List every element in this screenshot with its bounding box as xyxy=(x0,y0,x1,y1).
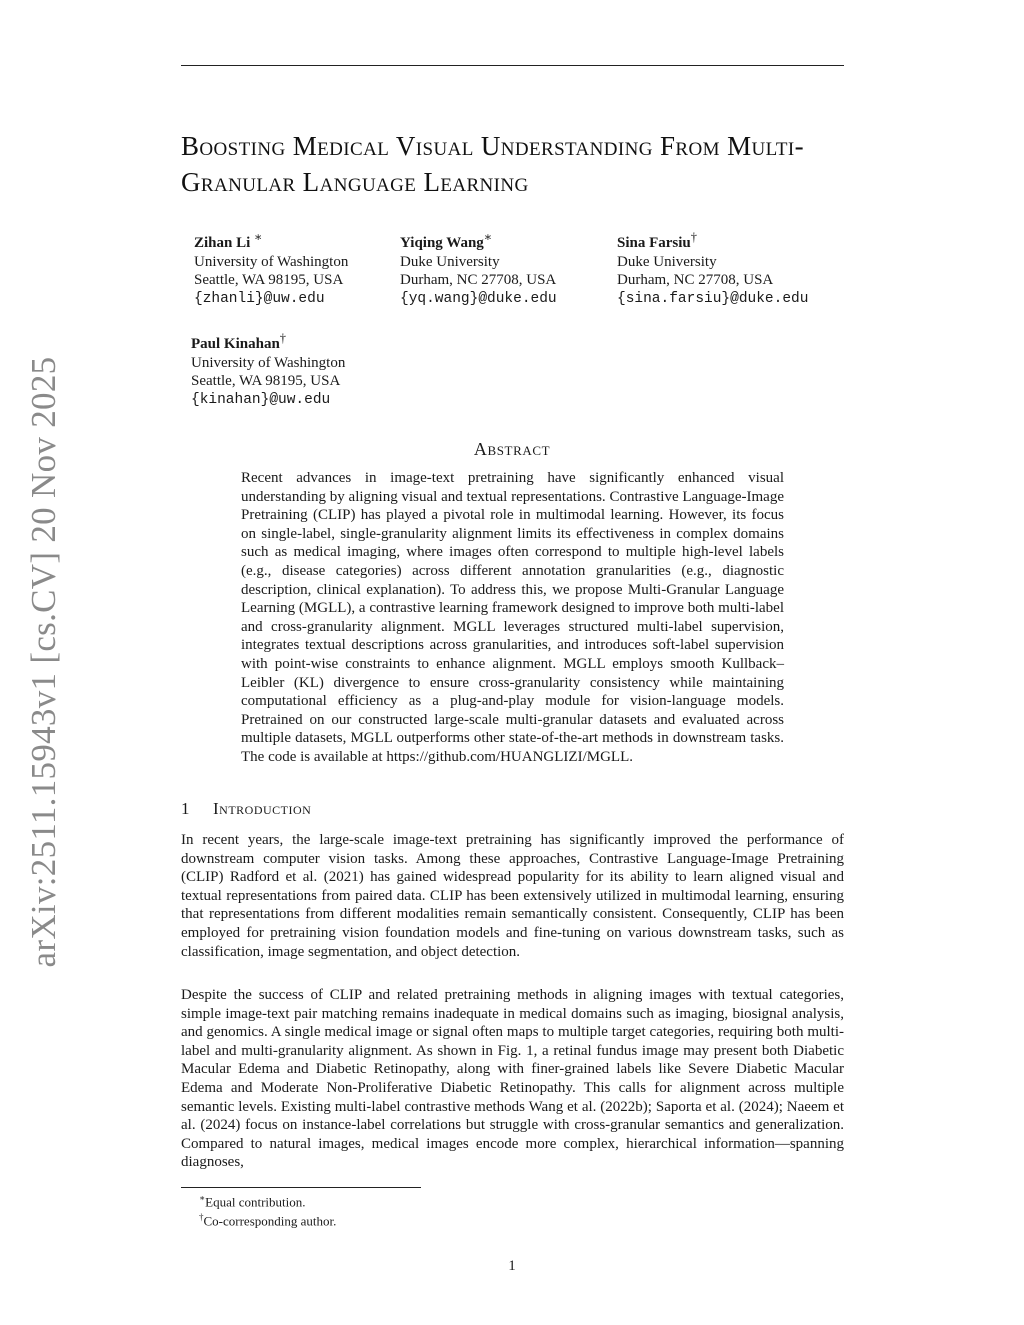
author-email: {zhanli}@uw.edu xyxy=(194,290,325,307)
author-name: Zihan Li xyxy=(194,235,251,251)
author-name: Paul Kinahan xyxy=(191,336,280,352)
author-affiliation: Duke University xyxy=(617,253,717,270)
section-heading xyxy=(181,799,311,819)
author-affiliation: University of Washington xyxy=(194,253,349,270)
author-block xyxy=(191,329,345,409)
author-mark: † xyxy=(279,331,287,345)
author-email: {sina.farsiu}@duke.edu xyxy=(617,290,809,307)
author-name: Sina Farsiu xyxy=(617,235,691,251)
abstract-heading: Abstract xyxy=(473,439,551,459)
author-block xyxy=(194,228,348,308)
author-mark: ∗ xyxy=(483,230,493,244)
author-address: Durham, NC 27708, USA xyxy=(400,272,557,288)
author-address: Seattle, WA 98195, USA xyxy=(194,272,344,288)
footnote xyxy=(199,1209,336,1229)
author-email: {kinahan}@uw.edu xyxy=(191,391,331,408)
page-number: 1 xyxy=(508,1258,516,1274)
intro-paragraph: Despite the success of CLIP and related pretraining methods in aligning images with textual categories, simple image-text pair matching remains inadequate in medical domains such as imaging, biosignal analysis, and genomics. A single medical image or signal often maps to multiple target categories, requiring both multi-label and multi-granularity alignment. As shown in Fig. 1, a retinal fundus image may present both Diabetic Macular Edema and Diabetic Retinopathy, along with finer-grained labels like Severe Diabetic Macular Edema and Moderate Non-Proliferative Diabetic Retinopathy. This calls for alignment across multiple semantic levels. Existing multi-label contrastive methods Wang et al. (2022b); Saporta et al. (2024); Naeem et al. (2024) focus on instance-label correlations but struggle with cross-granular semantics and generalization. Compared to natural images, medical images encode more complex, hierarchical information—spanning diagnoses, xyxy=(181,987,844,1171)
section-number: 1 xyxy=(181,799,190,818)
author-mark: ∗ xyxy=(254,230,263,244)
author-affiliation: University of Washington xyxy=(191,354,346,371)
footnote-mark: ∗ xyxy=(199,1193,206,1203)
author-affiliation: Duke University xyxy=(400,253,500,270)
paper-title: Boosting Medical Visual Understanding From Multi-Granular Language Learning xyxy=(181,131,804,197)
author-address: Durham, NC 27708, USA xyxy=(617,272,774,288)
footnote-mark: † xyxy=(199,1212,204,1222)
footnote-text: Equal contribution. xyxy=(205,1194,306,1210)
top-rule xyxy=(181,65,844,66)
author-email: {yq.wang}@duke.edu xyxy=(400,290,557,307)
author-mark: † xyxy=(690,230,698,244)
author-block xyxy=(400,228,557,308)
arxiv-identifier: arXiv:2511.15943v1 [cs.CV] 20 Nov 2025 xyxy=(24,356,63,968)
abstract-text: Recent advances in image-text pretraining have significantly enhanced visual understanding by aligning visual and textual representations. Contrastive Language-Image Pretraining (CLIP) has played a pivotal role in multimodal learning. However, its focus on single-label, single-granularity alignment limits its effectiveness in complex domains such as medical imaging, where images often correspond to multiple high-level labels (e.g., disease categories) across different annotation granularities (e.g., diagnostic description, clinical explanation). To address this, we propose Multi-Granular Language Learning (MGLL), a contrastive learning framework designed to improve both multi-label and cross-granularity alignment. MGLL leverages structured multi-label supervision, integrates textual descriptions across granularities, and introduces soft-label supervision with point-wise constraints to enhance alignment. MGLL employs smooth Kullback–Leibler (KL) divergence to ensure cross-granularity consistency while maintaining computational efficiency as a plug-and-play module for vision-language models. Pretrained on our constructed large-scale multi-granular datasets and evaluated across multiple datasets, MGLL outperforms other state-of-the-art methods in downstream tasks. The code is available at https://github.com/HUANGLIZI/MGLL. xyxy=(241,470,784,765)
author-name: Yiqing Wang xyxy=(400,235,484,251)
author-address: Seattle, WA 98195, USA xyxy=(191,373,341,389)
footnote-rule xyxy=(181,1187,421,1188)
section-title: Introduction xyxy=(213,799,312,818)
intro-paragraph: In recent years, the large-scale image-text pretraining has significantly improved the performance of downstream computer vision tasks. Among these approaches, Contrastive Language-Image Pretraining (CLIP) Radford et al. (2021) has gained widespread popularity for its ability to learn aligned visual and textual representations from paired data. CLIP has been extensively utilized in multimodal learning, ensuring that representations from different modalities remain semantically consistent. Consequently, CLIP has been employed for pretraining vision foundation models and fine-tuning on various downstream tasks, such as classification, image segmentation, and object detection. xyxy=(181,832,844,960)
footnote xyxy=(199,1190,306,1210)
author-block xyxy=(617,228,808,308)
footnote-text: Co-corresponding author. xyxy=(203,1213,337,1229)
